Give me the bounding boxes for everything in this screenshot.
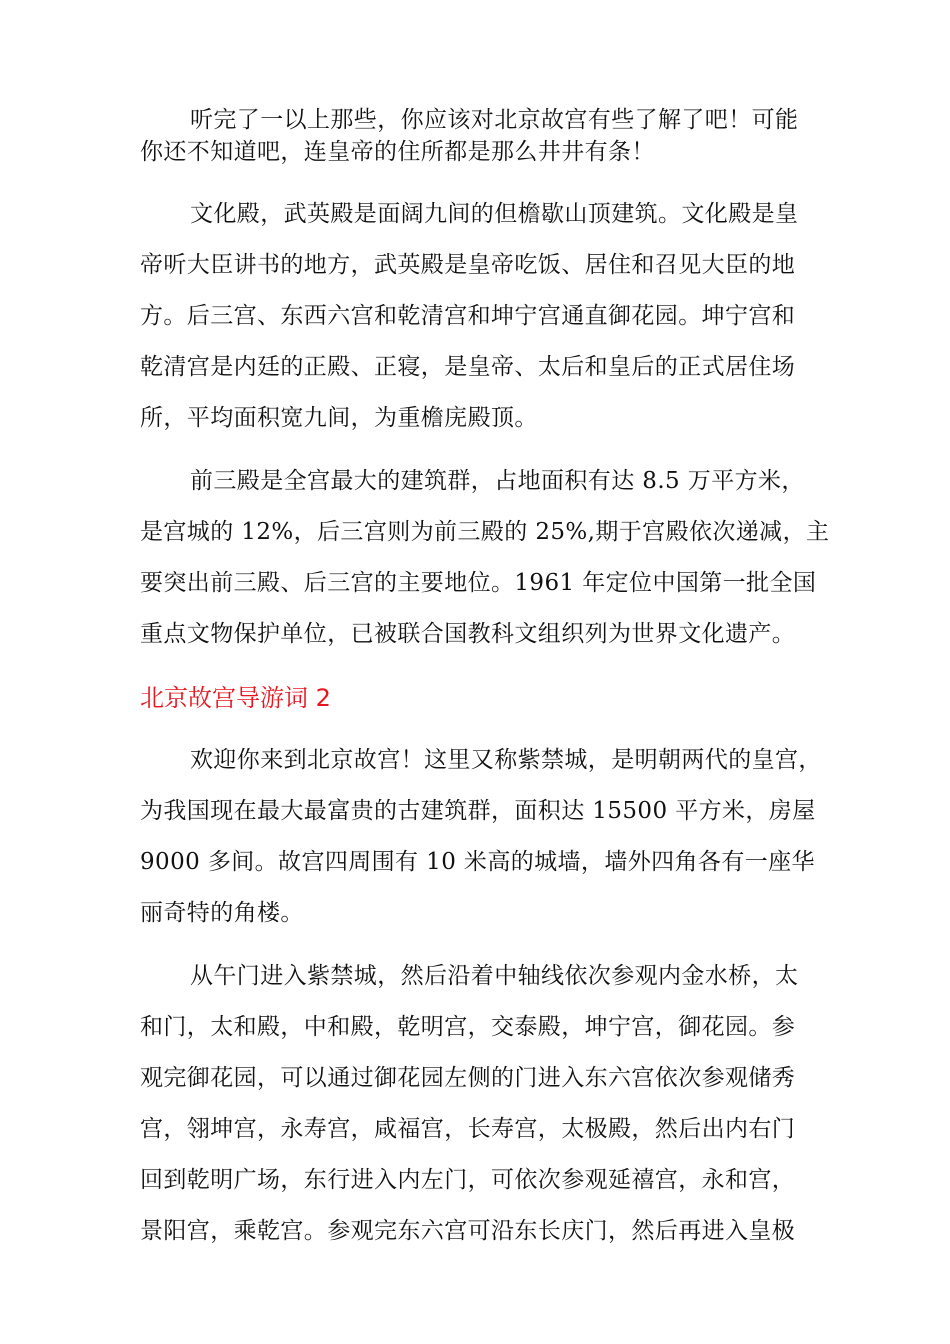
paragraph-line: 宫，翎坤宫，永寿宫，咸福宫，长寿宫，太极殿，然后出内右门 <box>140 1116 796 1142</box>
section-heading: 北京故宫导游词 2 <box>140 684 331 712</box>
paragraph-line: 前三殿是全宫最大的建筑群，占地面积有达 8.5 万平方米， <box>190 468 805 494</box>
paragraph-line: 你还不知道吧，连皇帝的住所都是那么井井有条！ <box>140 139 655 165</box>
paragraph-line: 为我国现在最大最富贵的古建筑群，面积达 15500 平方米，房屋 <box>140 798 816 824</box>
paragraph-line: 所，平均面积宽九间，为重檐庑殿顶。 <box>140 405 538 431</box>
paragraph-line: 要突出前三殿、后三宫的主要地位。1961 年定位中国第一批全国 <box>140 570 817 596</box>
paragraph-route <box>140 951 820 1257</box>
paragraph-line: 9000 多间。故宫四周围有 10 米高的城墙，墙外四角各有一座华 <box>140 849 815 875</box>
paragraph-line: 回到乾明广场，东行进入内左门，可依次参观延禧宫，永和宫， <box>140 1167 796 1193</box>
paragraph-line: 观完御花园，可以通过御花园左侧的门进入东六宫依次参观储秀 <box>140 1065 796 1091</box>
paragraph-line: 丽奇特的角楼。 <box>140 900 304 926</box>
paragraph-line: 方。后三宫、东西六宫和乾清宫和坤宁宫通直御花园。坤宁宫和 <box>140 303 796 329</box>
paragraph-front-three-halls <box>140 456 830 660</box>
paragraph-intro <box>140 104 820 168</box>
paragraph-line: 是宫城的 12%，后三宫则为前三殿的 25%,期于宫殿依次递减，主 <box>140 519 830 545</box>
paragraph-line: 文化殿，武英殿是面阔九间的但檐歇山顶建筑。文化殿是皇 <box>190 201 799 227</box>
paragraph-line: 重点文物保护单位，已被联合国教科文组织列为世界文化遗产。 <box>140 621 796 647</box>
paragraph-line: 从午门进入紫禁城，然后沿着中轴线依次参观内金水桥，太 <box>190 963 799 989</box>
paragraph-line: 欢迎你来到北京故宫！这里又称紫禁城，是明朝两代的皇宫， <box>190 747 822 773</box>
paragraph-line: 帝听大臣讲书的地方，武英殿是皇帝吃饭、居住和召见大臣的地 <box>140 252 796 278</box>
paragraph-welcome <box>140 735 820 939</box>
paragraph-line: 乾清宫是内廷的正殿、正寝，是皇帝、太后和皇后的正式居住场 <box>140 354 796 380</box>
paragraph-wenhua-hall <box>140 189 820 444</box>
paragraph-line: 景阳宫，乘乾宫。参观完东六宫可沿东长庆门，然后再进入皇极 <box>140 1218 796 1244</box>
paragraph-line: 和门，太和殿，中和殿，乾明宫，交泰殿，坤宁宫，御花园。参 <box>140 1014 796 1040</box>
paragraph-line: 听完了一以上那些，你应该对北京故宫有些了解了吧！可能 <box>190 107 799 133</box>
